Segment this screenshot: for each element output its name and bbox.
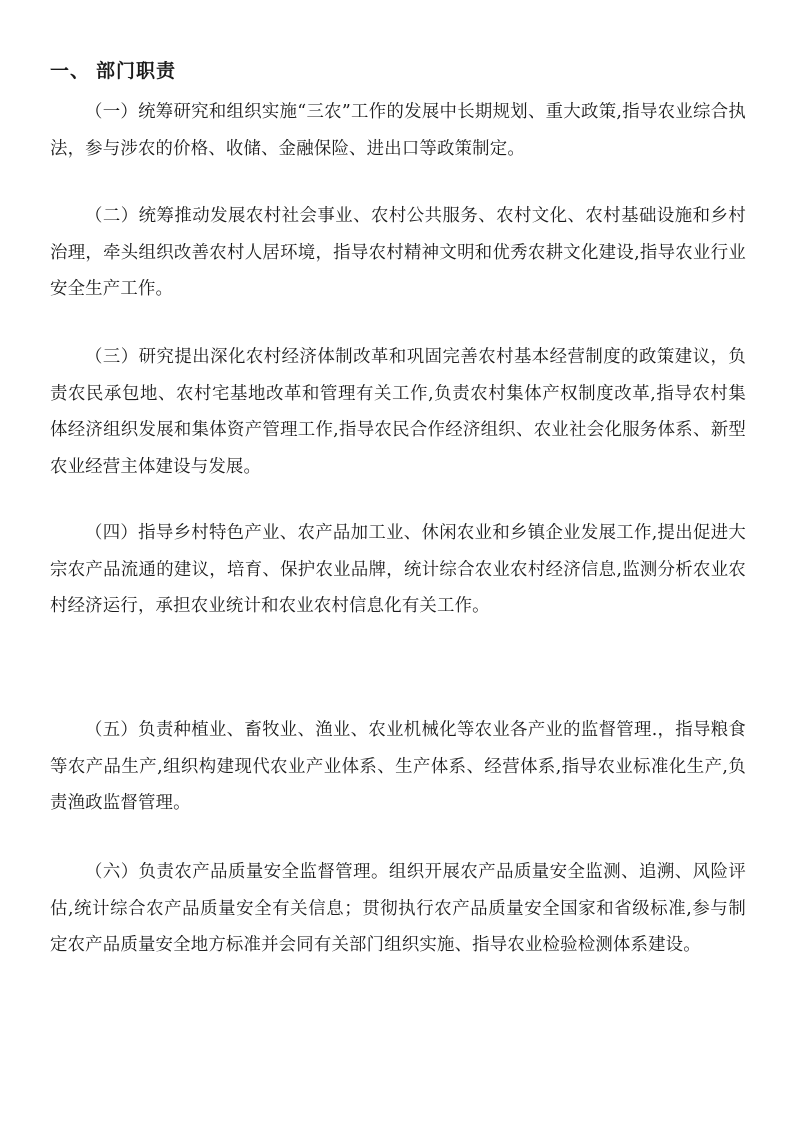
- section-heading: [50, 56, 176, 86]
- duty-paragraph-2: （二）统筹推动发展农村社会事业、农村公共服务、农村文化、农村基础设施和乡村治理，牵头组织改善农村人居环境，指导农村精神文明和优秀农耕文化建设,指导农业行业安全生产工作。: [50, 206, 746, 299]
- duty-paragraph-6: （六）负责农产品质量安全监督管理。组织开展农产品质量安全监测、追溯、风险评估,统计综合农产品质量安全有关信息；贯彻执行农产品质量安全国家和省级标准,参与制定农产品质量安全地方标准并会同有关部门组织实施、指导农业检验检测体系建设。: [50, 862, 746, 955]
- duty-paragraph-3: （三）研究提出深化农村经济体制改革和巩固完善农村基本经营制度的政策建议，负责农民承包地、农村宅基地改革和管理有关工作,负责农村集体产权制度改革,指导农村集体经济组织发展和集体资产管理工作,指导农民合作经济组织、农业社会化服务体系、新型农业经营主体建设与发展。: [50, 347, 746, 477]
- duty-paragraph-4: （四）指导乡村特色产业、农产品加工业、休闲农业和乡镇企业发展工作,提出促进大宗农产品流通的建议，培育、保护农业品牌，统计综合农业农村经济信息,监测分析农业农村经济运行，承担农业统计和农业农村信息化有关工作。: [50, 523, 746, 616]
- section-number: 一、: [50, 60, 91, 82]
- duty-paragraph-5: （五）负责种植业、畜牧业、渔业、农业机械化等农业各产业的监督管理.，指导粮食等农产品生产,组织构建现代农业产业体系、生产体系、经营体系,指导农业标准化生产,负责渔政监督管理。: [50, 720, 746, 813]
- section-title: 部门职责: [96, 60, 177, 82]
- duty-paragraph-1: （一）统筹研究和组织实施“三农”工作的发展中长期规划、重大政策,指导农业综合执法，参与涉农的价格、收储、金融保险、进出口等政策制定。: [50, 102, 746, 159]
